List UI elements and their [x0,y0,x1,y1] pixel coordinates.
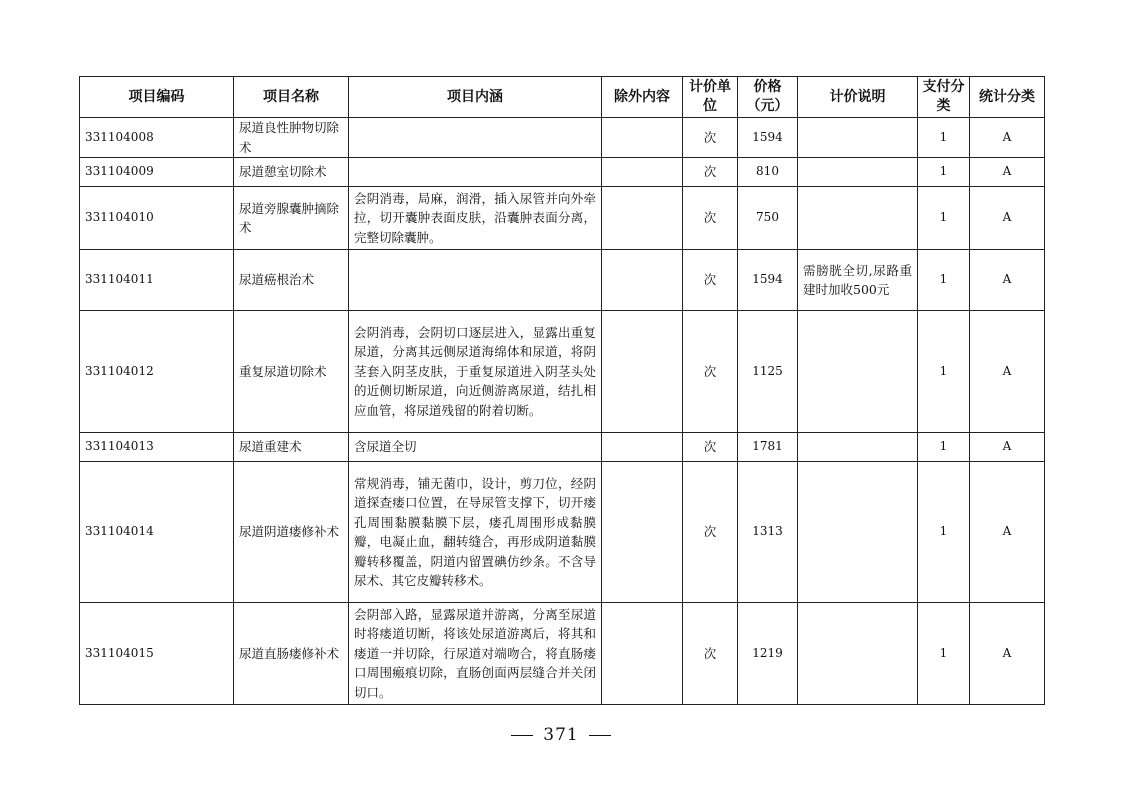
cell-exclusions [602,158,683,187]
cell-notes [798,118,918,158]
cell-stat-class: A [970,433,1045,462]
cell-notes [798,433,918,462]
cell-price: 1594 [738,118,798,158]
cell-payment-class: 1 [918,433,970,462]
cell-name: 尿道憩室切除术 [234,158,349,187]
cell-name: 尿道重建术 [234,433,349,462]
table-row [80,433,1045,462]
cell-name: 尿道旁腺囊肿摘除术 [234,187,349,250]
header-price: 价格（元） [738,77,798,118]
table-row [80,603,1045,705]
cell-stat-class: A [970,462,1045,603]
cell-name: 重复尿道切除术 [234,311,349,433]
table-row [80,187,1045,250]
cell-price: 1313 [738,462,798,603]
dash-right [589,735,611,736]
page-footer [0,725,1122,745]
table-row [80,250,1045,311]
dash-left [511,735,533,736]
header-content: 项目内涵 [349,77,602,118]
cell-stat-class: A [970,118,1045,158]
cell-name: 尿道癌根治术 [234,250,349,311]
cell-exclusions [602,311,683,433]
cell-price: 1594 [738,250,798,311]
cell-exclusions [602,118,683,158]
table-row [80,462,1045,603]
cell-payment-class: 1 [918,187,970,250]
cell-name: 尿道阴道瘘修补术 [234,462,349,603]
header-payment-class: 支付分类 [918,77,970,118]
cell-stat-class: A [970,250,1045,311]
cell-unit: 次 [683,250,738,311]
cell-payment-class: 1 [918,250,970,311]
cell-stat-class: A [970,311,1045,433]
cell-price: 1781 [738,433,798,462]
cell-unit: 次 [683,311,738,433]
cell-content: 会阴消毒，会阴切口逐层进入，显露出重复尿道，分离其远侧尿道海绵体和尿道，将阴茎套入阴茎皮肤，于重复尿道进入阴茎头处的近侧切断尿道，向近侧游离尿道，结扎相应血管，将尿道残留的附着切断。 [349,311,602,433]
cell-notes [798,462,918,603]
cell-exclusions [602,462,683,603]
header-code: 项目编码 [80,77,234,118]
cell-unit: 次 [683,187,738,250]
cell-content [349,158,602,187]
cell-payment-class: 1 [918,158,970,187]
cell-notes [798,158,918,187]
cell-exclusions [602,603,683,705]
cell-content [349,250,602,311]
cell-code: 331104013 [80,433,234,462]
cell-code: 331104008 [80,118,234,158]
header-unit: 计价单位 [683,77,738,118]
cell-notes [798,187,918,250]
table-row [80,158,1045,187]
cell-unit: 次 [683,433,738,462]
cell-name: 尿道直肠瘘修补术 [234,603,349,705]
fee-table [79,76,1045,705]
cell-exclusions [602,187,683,250]
header-notes: 计价说明 [798,77,918,118]
cell-code: 331104014 [80,462,234,603]
cell-unit: 次 [683,118,738,158]
cell-price: 1125 [738,311,798,433]
cell-code: 331104015 [80,603,234,705]
cell-exclusions [602,433,683,462]
cell-payment-class: 1 [918,311,970,433]
cell-content: 会阴部入路，显露尿道并游离，分离至尿道时将瘘道切断，将该处尿道游离后，将其和瘘道一并切除，行尿道对端吻合，将直肠瘘口周围瘢痕切除，直肠创面两层缝合并关闭切口。 [349,603,602,705]
cell-notes [798,311,918,433]
cell-unit: 次 [683,462,738,603]
cell-code: 331104010 [80,187,234,250]
cell-exclusions [602,250,683,311]
cell-code: 331104009 [80,158,234,187]
header-name: 项目名称 [234,77,349,118]
page-number: 371 [543,725,579,745]
table-row [80,118,1045,158]
cell-code: 331104012 [80,311,234,433]
header-exclusions: 除外内容 [602,77,683,118]
cell-content: 常规消毒，铺无菌巾，设计，剪刀位，经阴道探查瘘口位置，在导尿管支撑下，切开瘘孔周围黏膜黏膜下层，瘘孔周围形成黏膜瓣，电凝止血，翻转缝合，再形成阴道黏膜瓣转移覆盖，阴道内留置碘仿纱条。不含导尿术、其它皮瓣转移术。 [349,462,602,603]
cell-stat-class: A [970,603,1045,705]
table-row [80,311,1045,433]
cell-content: 会阴消毒，局麻，润滑，插入尿管并向外牵拉，切开囊肿表面皮肤，沿囊肿表面分离，完整切除囊肿。 [349,187,602,250]
table-header [80,77,1045,118]
cell-name: 尿道良性肿物切除术 [234,118,349,158]
cell-payment-class: 1 [918,603,970,705]
cell-stat-class: A [970,187,1045,250]
cell-price: 750 [738,187,798,250]
cell-payment-class: 1 [918,462,970,603]
cell-payment-class: 1 [918,118,970,158]
header-stat-class: 统计分类 [970,77,1045,118]
cell-price: 1219 [738,603,798,705]
cell-notes: 需膀胱全切,尿路重建时加收500元 [798,250,918,311]
cell-content [349,118,602,158]
cell-unit: 次 [683,158,738,187]
cell-stat-class: A [970,158,1045,187]
cell-unit: 次 [683,603,738,705]
cell-code: 331104011 [80,250,234,311]
cell-content: 含尿道全切 [349,433,602,462]
cell-notes [798,603,918,705]
cell-price: 810 [738,158,798,187]
